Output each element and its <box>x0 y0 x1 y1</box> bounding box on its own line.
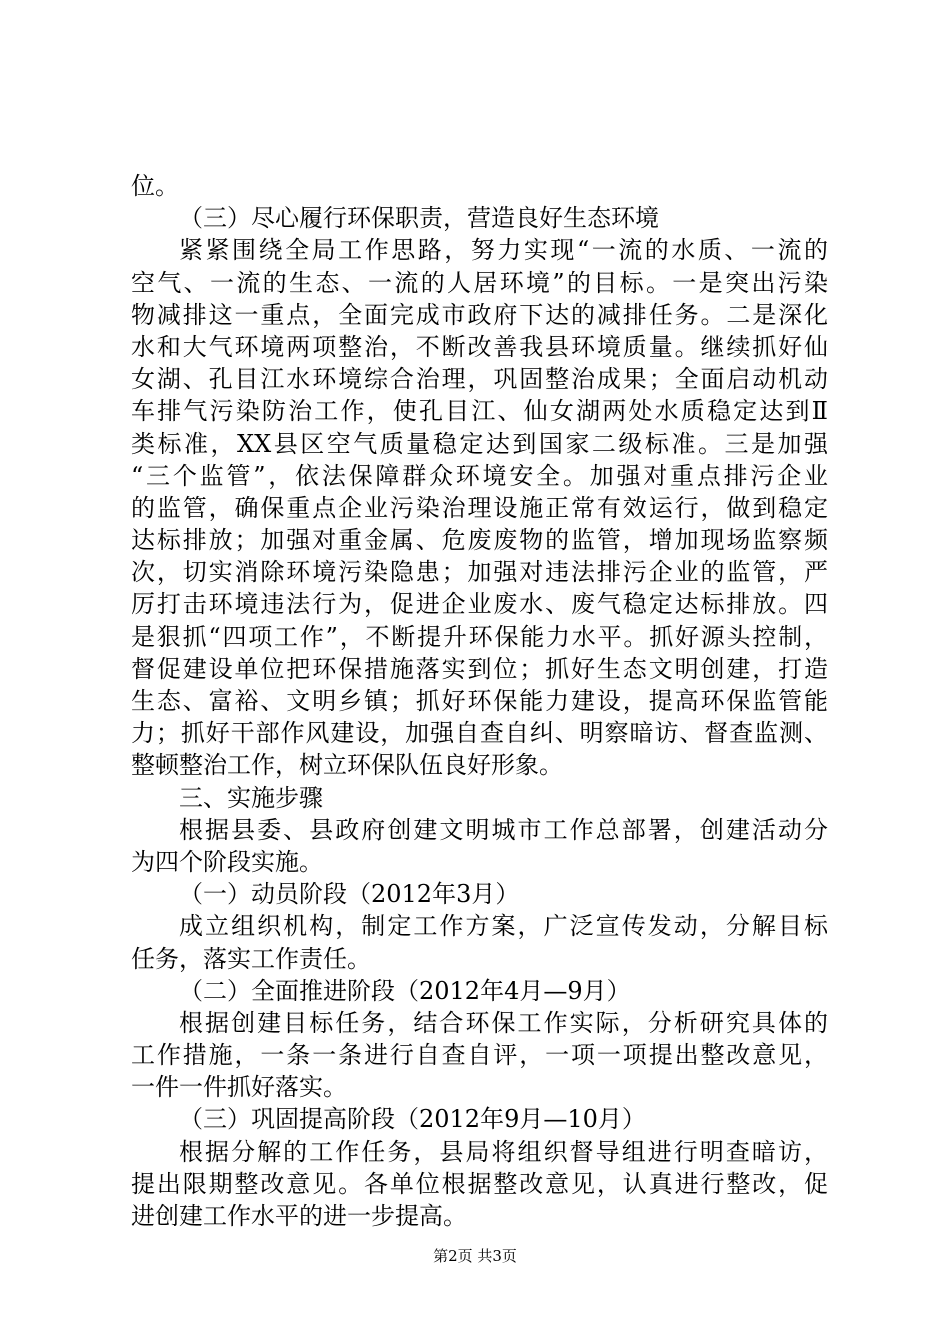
para-phase-2 <box>131 1007 828 1104</box>
para-phase-1 <box>131 910 828 974</box>
para-environment-work <box>131 234 828 781</box>
page-footer: 第2页 共3页 <box>433 1247 517 1265</box>
para-phase-3 <box>131 1136 828 1233</box>
text-line: 空气、一流的生态、一流的人居环境”的目标。一是突出污染 <box>131 268 828 297</box>
text-line: 整顿整治工作，树立环保队伍良好形象。 <box>131 751 563 780</box>
heading-phase-1 <box>131 878 828 910</box>
text-line: （一）动员阶段（2012年3月） <box>179 880 520 909</box>
text-line: 提出限期整改意见。各单位根据整改意见，认真进行整改，促 <box>131 1169 828 1198</box>
text-line: 三、实施步骤 <box>179 783 323 812</box>
text-line: 达标排放；加强对重金属、危废废物的监管，增加现场监察频 <box>131 526 828 555</box>
text-line: （二）全面推进阶段（2012年4月—9月） <box>179 976 631 1005</box>
section-heading-implementation-steps <box>131 782 828 814</box>
section-heading-environment-duties <box>131 202 828 234</box>
text-line: 一件一件抓好落实。 <box>131 1073 347 1102</box>
text-line: 紧紧围绕全局工作思路，努力实现“一流的水质、一流的 <box>179 236 828 265</box>
text-line: 车排气污染防治工作，使孔目江、仙女湖两处水质稳定达到Ⅱ <box>131 397 828 426</box>
text-line: 根据县委、县政府创建文明城市工作总部署，创建活动分 <box>179 815 828 844</box>
text-line: 为四个阶段实施。 <box>131 847 323 876</box>
text-line: 水和大气环境两项整治，不断改善我县环境质量。继续抓好仙 <box>131 332 828 361</box>
text-line: 成立组织机构，制定工作方案，广泛宣传发动，分解目标 <box>179 912 828 941</box>
text-line: 位。 <box>131 172 179 200</box>
para-continuation <box>131 170 828 202</box>
text-line: 任务，落实工作责任。 <box>131 944 371 973</box>
text-line: 次，切实消除环境污染隐患；加强对违法排污企业的监管，严 <box>131 558 828 587</box>
text-line: 类标准，XX县区空气质量稳定达到国家二级标准。三是加强 <box>131 429 828 458</box>
text-line: （三）尽心履行环保职责，营造良好生态环境 <box>179 204 659 233</box>
text-line: （三）巩固提高阶段（2012年9月—10月） <box>179 1105 646 1134</box>
text-line: 根据创建目标任务，结合环保工作实际，分析研究具体的 <box>179 1008 828 1037</box>
text-line: 力；抓好干部作风建设，加强自查自纠、明察暗访、督查监测、 <box>131 719 828 748</box>
text-line: 根据分解的工作任务，县局将组织督导组进行明查暗访， <box>179 1137 828 1166</box>
text-line: 物减排这一重点，全面完成市政府下达的减排任务。二是深化 <box>131 300 828 329</box>
para-phases-intro <box>131 814 828 878</box>
text-line: 是狠抓“四项工作”，不断提升环保能力水平。抓好源头控制， <box>131 622 828 651</box>
text-line: 督促建设单位把环保措施落实到位；抓好生态文明创建，打造 <box>131 654 828 683</box>
text-line: 生态、富裕、文明乡镇；抓好环保能力建设，提高环保监管能 <box>131 687 828 715</box>
text-line: 进创建工作水平的进一步提高。 <box>131 1202 467 1230</box>
text-line: 工作措施，一条一条进行自查自评，一项一项提出整改意见， <box>131 1041 828 1070</box>
text-line: “三个监管”，依法保障群众环境安全。加强对重点排污企业 <box>131 461 828 490</box>
text-line: 女湖、孔目江水环境综合治理，巩固整治成果；全面启动机动 <box>131 365 828 394</box>
text-line: 的监管，确保重点企业污染治理设施正常有效运行，做到稳定 <box>131 493 828 522</box>
document-body <box>131 170 828 1232</box>
heading-phase-2 <box>131 975 828 1007</box>
heading-phase-3 <box>131 1103 828 1135</box>
text-line: 厉打击环境违法行为，促进企业废水、废气稳定达标排放。四 <box>131 590 828 619</box>
